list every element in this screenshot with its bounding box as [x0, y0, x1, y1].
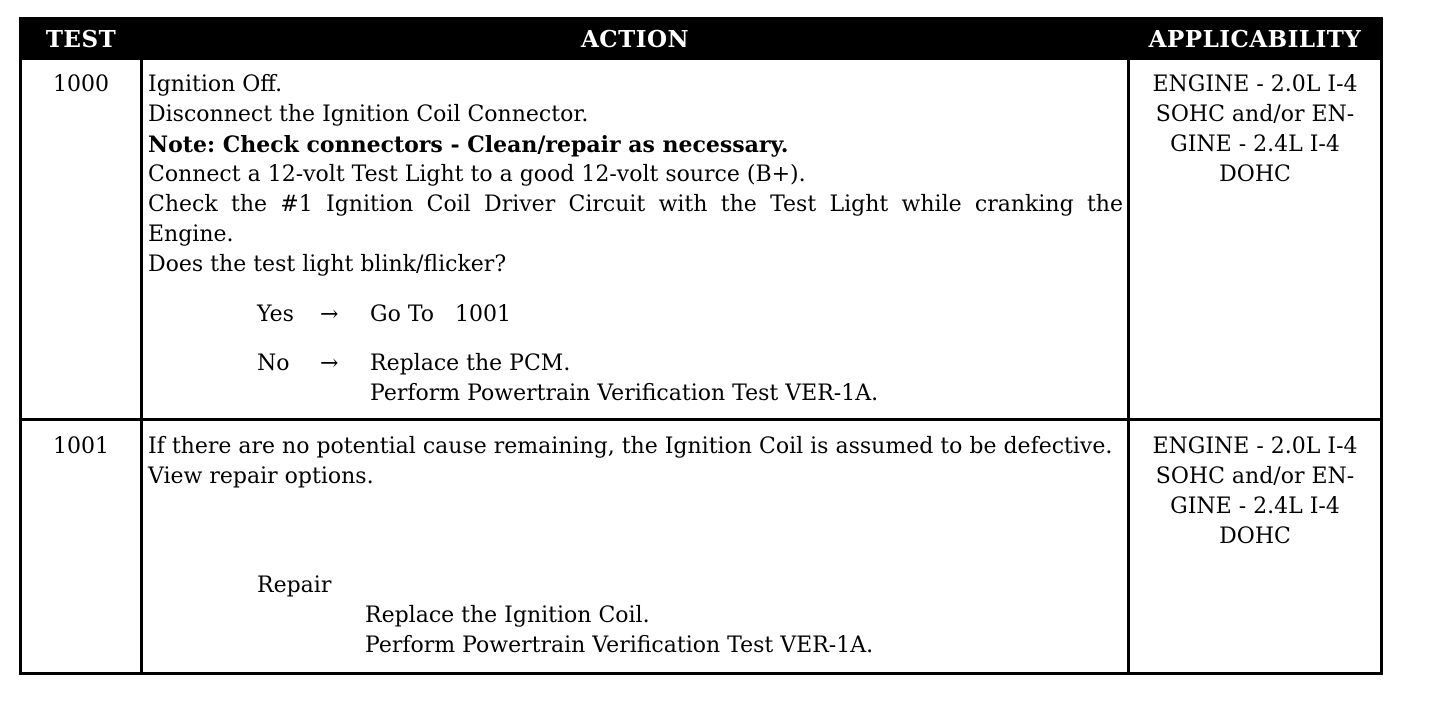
- arrow-icon: →: [320, 302, 339, 327]
- table-header: [22, 20, 1380, 60]
- arrow-icon: →: [320, 351, 339, 376]
- action-line: Ignition Off.: [148, 72, 283, 97]
- diagnostic-table: [19, 17, 1383, 675]
- action-text: [148, 70, 1123, 280]
- applicability-text: ENGINE - 2.0L I-4 SOHC and/or EN- GINE - 2.4L I-4 DOHC: [1152, 72, 1358, 187]
- repair-step: Perform Powertrain Verification Test VER-1A.: [365, 633, 874, 658]
- no-label: No: [257, 351, 290, 376]
- action-line: Check the #1 Ignition Coil Driver Circuit with the Test Light while cranking the Engine.: [148, 192, 1123, 247]
- row-divider: [22, 418, 1380, 421]
- action-note: Note: Check connectors - Clean/repair as necessary.: [148, 132, 789, 158]
- action-text: [148, 432, 1123, 492]
- applicability-text: ENGINE - 2.0L I-4 SOHC and/or EN- GINE - 2.4L I-4 DOHC: [1152, 434, 1358, 549]
- header-action: ACTION: [580, 26, 690, 53]
- header-applicability: APPLICABILITY: [1148, 26, 1362, 53]
- test-number: 1000: [53, 72, 109, 97]
- action-line: View repair options.: [148, 464, 374, 489]
- repair-label: Repair: [257, 573, 332, 598]
- no-result: Perform Powertrain Verification Test VER-1A.: [370, 381, 879, 406]
- yes-label: Yes: [257, 302, 294, 327]
- column-divider: [140, 60, 143, 672]
- action-line: Disconnect the Ignition Coil Connector.: [148, 102, 589, 127]
- action-line: Does the test light blink/flicker?: [148, 252, 507, 277]
- action-line: If there are no potential cause remaining, the Ignition Coil is assumed to be defective.: [148, 434, 1113, 459]
- repair-step: Replace the Ignition Coil.: [365, 603, 650, 628]
- header-test: TEST: [45, 26, 117, 53]
- no-result: Replace the PCM.: [370, 351, 571, 376]
- test-number: 1001: [53, 434, 109, 459]
- action-line: Connect a 12-volt Test Light to a good 12-volt source (B+).: [148, 162, 806, 187]
- yes-result: Go To 1001: [370, 302, 511, 327]
